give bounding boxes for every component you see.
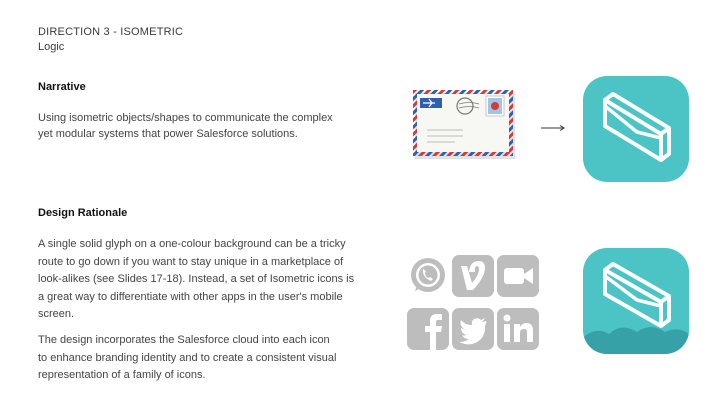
twitter-icon [452,308,494,350]
airmail-envelope-image [413,90,517,162]
slide-title: DIRECTION 3 - ISOMETRIC [38,26,184,38]
isometric-mail-app-icon [583,76,689,182]
narrative-heading: Narrative [38,81,86,93]
design-rationale-paragraph-2: The design incorporates the Salesforce cloud into each icon to enhance branding identity and to create a consistent visual representation of a family of icons. [38,334,337,381]
vine-icon [452,255,494,297]
facebook-icon [407,308,449,350]
whatsapp-icon [407,255,449,297]
isometric-mail-cloud-app-icon [583,248,689,354]
linkedin-icon [497,308,539,350]
design-rationale-paragraph-1: A single solid glyph on a one-colour background can be a tricky route to go down if you want to stay unique in a marketplace of look-alikes (see Slides 17-18). Instead, a set of Isometric icons is a great way to differentiate with other apps in the user's mobile screen. [38,238,355,320]
design-rationale-heading: Design Rationale [38,207,128,219]
slide-subtitle: Logic [38,41,65,53]
facetime-icon [497,255,539,297]
narrative-body: Using isometric objects/shapes to communicate the complex yet modular systems that power Salesforce solutions. [38,112,333,140]
right-arrow-icon [541,120,565,130]
